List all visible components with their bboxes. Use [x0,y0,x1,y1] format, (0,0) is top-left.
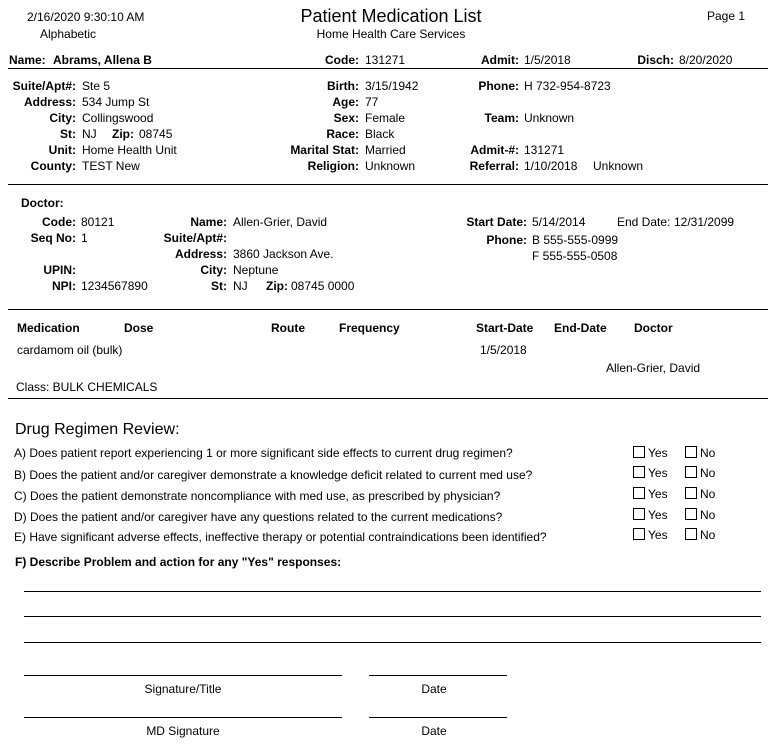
doctor-zip-label: Zip: [266,279,288,293]
doctor-address-label: Address: [174,247,227,261]
doctor-address: 3860 Jackson Ave. [233,247,334,261]
review-d-yes-checkbox[interactable] [633,508,645,520]
zip-label: Zip: [112,127,134,141]
unit-label: Unit: [48,143,76,157]
report-sort-order: Alphabetic [40,27,97,41]
review-question-c: C) Does the patient demonstrate noncompliance with med use, as prescribed by physician? [14,489,501,503]
doctor-upin-label: UPIN: [43,263,76,277]
review-a-no-label: No [700,446,716,460]
patient-name-label: Name: [9,53,46,67]
review-question-a: A) Does patient report experiencing 1 or more significant side effects to current drug regimen? [14,446,513,460]
doctor-phone-fax: F 555-555-0508 [532,249,618,263]
doctor-phone-label: Phone: [486,233,527,247]
report-datetime: 2/16/2020 9:30:10 AM [27,10,145,24]
patient-code: 131271 [365,53,406,67]
doctor-code: 80121 [81,215,115,229]
divider-3 [8,309,768,310]
referral-label: Referral: [469,159,519,173]
signature-date-label: Date [421,682,447,696]
disch-date: 8/20/2020 [679,53,733,67]
md-date-label: Date [421,724,447,738]
review-d-yes-label: Yes [648,508,668,522]
review-e-yes-checkbox[interactable] [633,528,645,540]
city-label: City: [49,111,76,125]
describe-problem-label: F) Describe Problem and action for any "Yes" responses: [15,555,342,569]
review-b-yes-label: Yes [648,466,668,480]
team-label: Team: [484,111,519,125]
review-e-yes-label: Yes [648,528,668,542]
review-b-no-label: No [700,466,716,480]
review-c-yes-label: Yes [648,487,668,501]
doctor-state: NJ [233,279,248,293]
col-header-frequency: Frequency [339,321,400,335]
medication-doctor: Allen-Grier, David [606,361,701,375]
review-d-no-checkbox[interactable] [685,508,697,520]
admit-date: 1/5/2018 [524,53,571,67]
medication-class: Class: BULK CHEMICALS [16,380,158,394]
doctor-section-label: Doctor: [21,196,64,210]
review-b-yes-checkbox[interactable] [633,466,645,478]
sex-value: Female [365,111,406,125]
review-question-b: B) Does the patient and/or caregiver demonstrate a knowledge deficit related to current med use? [14,468,533,482]
doctor-city-label: City: [200,263,227,277]
doctor-seq: 1 [81,231,88,245]
state-value: NJ [82,127,97,141]
md-date-line [369,717,507,718]
review-c-yes-checkbox[interactable] [633,487,645,499]
sex-label: Sex: [333,111,359,125]
race-label: Race: [326,127,359,141]
age-value: 77 [365,95,379,109]
zip-value: 08745 [139,127,173,141]
state-label: St: [60,127,76,141]
md-signature-line [24,717,342,718]
review-c-no-label: No [700,487,716,501]
review-question-e: E) Have significant adverse effects, ineffective therapy or potential contraindications been identified? [14,530,547,544]
address-value: 534 Jump St [82,95,150,109]
doctor-phone-business: B 555-555-0999 [532,233,619,247]
col-header-dose: Dose [124,321,154,335]
describe-line-3 [24,642,761,643]
signature-line [24,675,342,676]
city-value: Collingswood [82,111,154,125]
team-value: Unknown [524,111,575,125]
doctor-end-label: End Date: [617,215,671,229]
page-number: Page 1 [707,9,746,23]
marital-value: Married [365,143,406,157]
doctor-npi-label: NPI: [52,279,76,293]
col-header-doctor: Doctor [634,321,673,335]
md-signature-label: MD Signature [146,724,220,738]
review-c-no-checkbox[interactable] [685,487,697,499]
col-header-end-date: End-Date [554,321,607,335]
patient-name: Abrams, Allena B [53,53,152,67]
admit-label: Admit: [481,53,519,67]
doctor-city: Neptune [233,263,279,277]
doctor-name-label: Name: [190,215,227,229]
doctor-zip: 08745 0000 [291,279,355,293]
review-e-no-checkbox[interactable] [685,528,697,540]
doctor-name: Allen-Grier, David [233,215,328,229]
col-header-medication: Medication [17,321,80,335]
suite-label: Suite/Apt#: [12,79,76,93]
suite-value: Ste 5 [82,79,111,93]
doctor-seq-label: Seq No: [30,231,76,245]
medication-start-date: 1/5/2018 [480,343,527,357]
county-value: TEST New [82,159,140,173]
medication-name: cardamom oil (bulk) [17,343,123,357]
referral-date: 1/10/2018 [524,159,578,173]
doctor-suite-label: Suite/Apt#: [163,231,227,245]
birth-value: 3/15/1942 [365,79,419,93]
religion-value: Unknown [365,159,416,173]
patient-code-label: Code: [325,53,359,67]
signature-date-line [369,675,507,676]
doctor-npi: 1234567890 [81,279,148,293]
review-e-no-label: No [700,528,716,542]
signature-title-label: Signature/Title [144,682,222,696]
review-b-no-checkbox[interactable] [685,466,697,478]
review-a-yes-checkbox[interactable] [633,446,645,458]
disch-label: Disch: [637,53,674,67]
agency-name: Home Health Care Services [316,27,466,41]
phone-value: H 732-954-8723 [524,79,611,93]
col-header-start-date: Start-Date [476,321,534,335]
county-label: County: [30,159,76,173]
birth-label: Birth: [327,79,359,93]
divider-4 [8,398,768,399]
doctor-code-label: Code: [42,215,76,229]
describe-line-1 [24,591,761,592]
doctor-start-date: 5/14/2014 [532,215,586,229]
doctor-end-date: 12/31/2099 [674,215,735,229]
report-title: Patient Medication List [300,6,482,26]
divider-1 [8,68,768,69]
doctor-state-label: St: [211,279,227,293]
phone-label: Phone: [478,79,519,93]
describe-line-2 [24,616,761,617]
col-header-route: Route [271,321,305,335]
review-a-no-checkbox[interactable] [685,446,697,458]
review-question-d: D) Does the patient and/or caregiver have any questions related to the current medications? [14,510,503,524]
marital-label: Marital Stat: [290,143,359,157]
age-label: Age: [332,95,359,109]
unit-value: Home Health Unit [82,143,177,157]
religion-label: Religion: [307,159,359,173]
doctor-start-label: Start Date: [466,215,527,229]
review-d-no-label: No [700,508,716,522]
race-value: Black [365,127,395,141]
address-label: Address: [23,95,76,109]
review-a-yes-label: Yes [648,446,668,460]
admit-number-value: 131271 [524,143,565,157]
referral-source: Unknown [593,159,644,173]
drug-review-title: Drug Regimen Review: [15,421,180,438]
divider-2 [8,184,768,185]
admit-number-label: Admit-#: [470,143,519,157]
